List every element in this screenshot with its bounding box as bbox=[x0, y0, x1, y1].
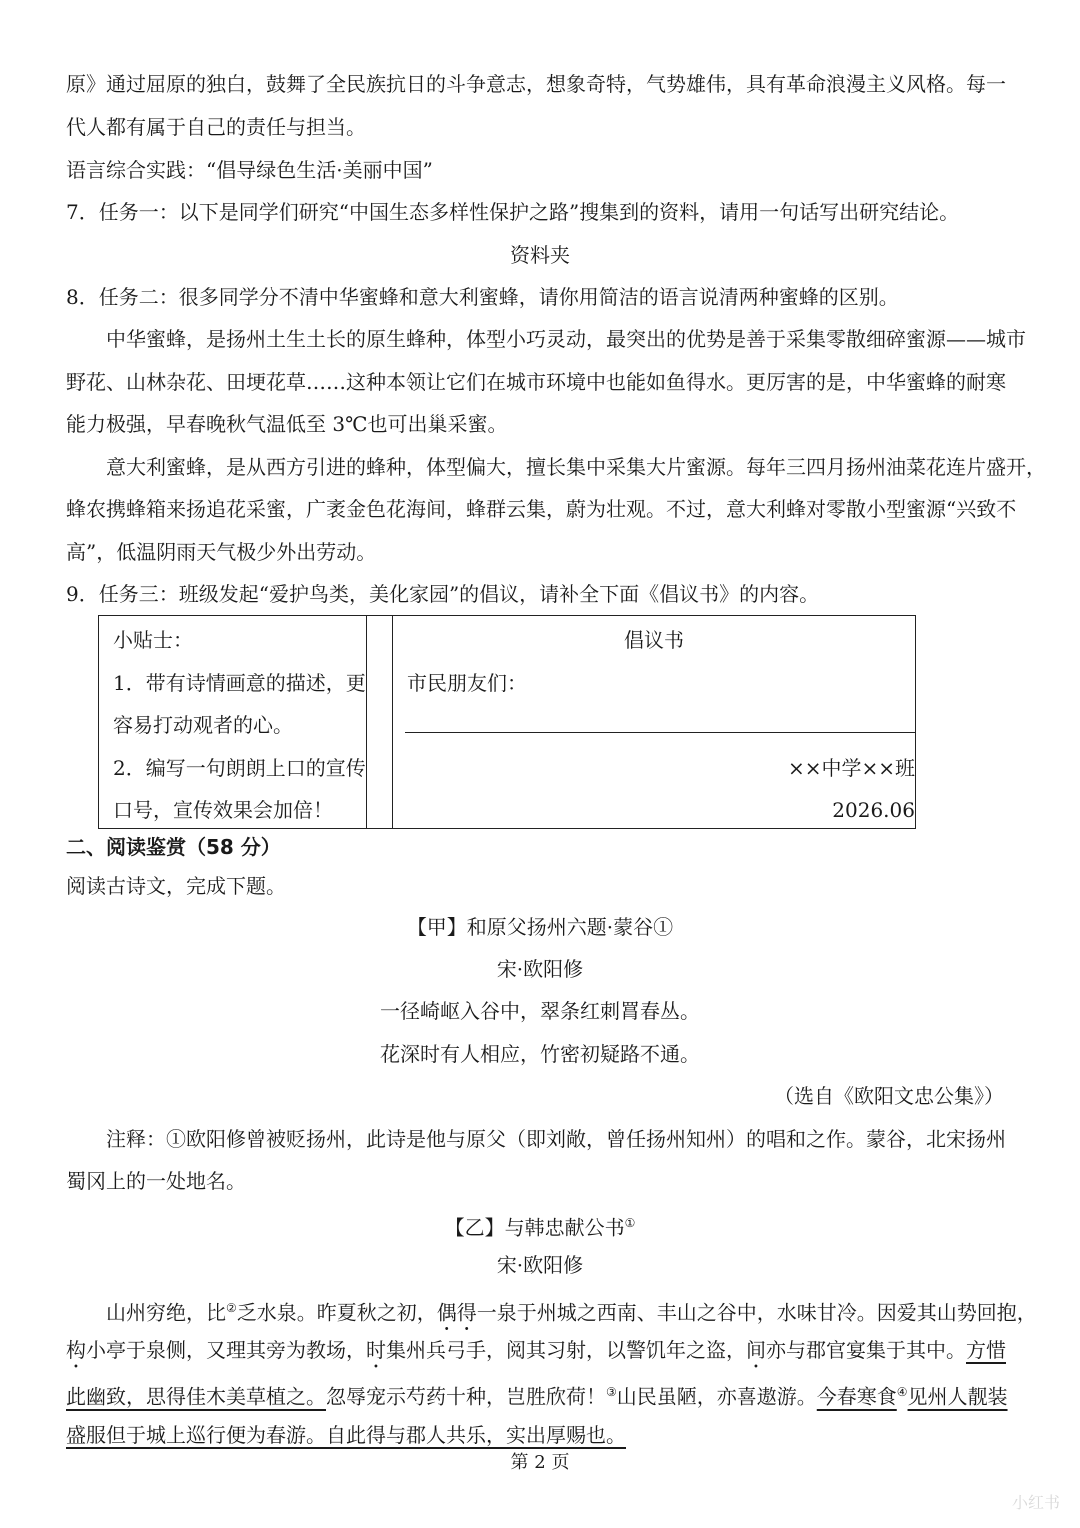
annotation-line-1: 注释：①欧阳修曾被贬扬州，此诗是他与原父（即刘敞，曾任扬州知州）的唱和之作。蒙谷，北宋扬州 bbox=[106, 1127, 1006, 1151]
prose-line-4 bbox=[66, 1421, 626, 1449]
reading-instruction: 阅读古诗文，完成下题。 bbox=[66, 874, 286, 898]
tip-2-line-1: 2．编写一句朗朗上口的宣传 bbox=[113, 756, 366, 780]
letter-greeting: 市民朋友们： bbox=[407, 671, 527, 695]
prose-text: 山民虽陋，亦喜遨游。 bbox=[616, 1384, 817, 1409]
table-spacer-column bbox=[367, 616, 393, 828]
practice-title: 语言综合实践：“倡导绿色生活·美丽中国” bbox=[66, 158, 433, 182]
letter-cell bbox=[393, 616, 915, 828]
prose-text: 集州兵弓手，阅其习射，以警饥年之盗， bbox=[386, 1338, 746, 1362]
question-9: 9．任务三：班级发起“爱护鸟类，美化家园”的倡议，请补全下面《倡议书》的内容。 bbox=[66, 582, 820, 606]
question-8: 8．任务二：很多同学分不清中华蜜蜂和意大利蜜蜂，请你用简洁的语言说清两种蜜蜂的区别。 bbox=[66, 285, 899, 309]
letter-date: 2026.06 bbox=[832, 798, 915, 822]
line-top-2: 代人都有属于自己的责任与担当。 bbox=[66, 115, 366, 139]
tips-cell bbox=[99, 616, 367, 828]
underlined-sentence: 此幽致，思得佳木美草植之。 bbox=[66, 1384, 326, 1409]
letter-title: 倡议书 bbox=[624, 628, 684, 652]
underlined-sentence: 今春寒食 bbox=[816, 1384, 897, 1409]
prose-text: 亦与郡官宴集于其中。 bbox=[766, 1338, 966, 1362]
letter2-title-text: 【乙】与韩忠献公书 bbox=[444, 1215, 625, 1240]
bee-paragraph-2-line-1: 意大利蜜蜂，是从西方引进的蜂种，体型偏大，擅长集中采集大片蜜源。每年三四月扬州油菜花连片盛开， bbox=[106, 455, 1046, 479]
letter2-title bbox=[0, 1209, 1080, 1242]
dotted-word: 构 bbox=[66, 1338, 86, 1362]
note-marker: ③ bbox=[606, 1385, 617, 1399]
watermark-logo: 小红书 bbox=[1011, 1493, 1060, 1512]
poem-title: 【甲】和原父扬州六题·蒙谷① bbox=[406, 915, 674, 939]
underlined-sentence: 方惜 bbox=[966, 1338, 1006, 1362]
dotted-word: 时 bbox=[366, 1338, 386, 1362]
tip-2-line-2: 口号，宣传效果会加倍！ bbox=[113, 798, 333, 822]
folder-heading: 资料夹 bbox=[510, 243, 570, 267]
underlined-sentence: 见州人靓装 bbox=[907, 1384, 1008, 1409]
prose-line-2 bbox=[66, 1336, 1006, 1373]
prose-line-3 bbox=[66, 1378, 1008, 1411]
tip-1-line-1: 1．带有诗情画意的描述，更 bbox=[113, 671, 366, 695]
question-7: 7．任务一：以下是同学们研究“中国生态多样性保护之路”搜集到的资料，请用一句话写出研究结论。 bbox=[66, 200, 960, 224]
tips-title: 小贴士： bbox=[113, 628, 193, 652]
line-top-1: 原》通过屈原的独白，鼓舞了全民族抗日的斗争意志，想象奇特，气势雄伟，具有革命浪漫主义风格。每一 bbox=[66, 72, 1006, 96]
page-number: 第 2 页 bbox=[510, 1452, 570, 1473]
dotted-word: 间 bbox=[746, 1338, 766, 1362]
prose-text: 乏水泉。昨夏秋之初， bbox=[236, 1300, 437, 1325]
poem-author: 宋·欧阳修 bbox=[496, 957, 584, 981]
note-marker: ② bbox=[226, 1301, 237, 1315]
poem-source: （选自《欧阳文忠公集》） bbox=[774, 1084, 1004, 1108]
answer-blank-line[interactable] bbox=[405, 732, 915, 733]
bee-paragraph-1-line-2: 野花、山林杂花、田埂花草……这种本领让它们在城市环境中也能如鱼得水。更厉害的是，中华蜜蜂的耐寒 bbox=[66, 370, 1006, 394]
bee-paragraph-1-line-1: 中华蜜蜂，是扬州土生土长的原生蜂种，体型小巧灵动，最突出的优势是善于采集零散细碎蜜源——城市 bbox=[106, 327, 1026, 351]
letter2-title-note: ① bbox=[624, 1216, 636, 1230]
prose-line-1 bbox=[106, 1294, 1037, 1336]
prose-text: 小亭于泉侧，又理其旁为教场， bbox=[86, 1338, 366, 1362]
tip-1-line-2: 容易打动观者的心。 bbox=[113, 713, 293, 737]
poem-line-2: 花深时有人相应，竹密初疑路不通。 bbox=[380, 1042, 700, 1066]
annotation-line-2: 蜀冈上的一处地名。 bbox=[66, 1169, 246, 1193]
letter2-author: 宋·欧阳修 bbox=[496, 1253, 584, 1277]
proposal-table bbox=[98, 615, 916, 829]
underlined-sentence: 盛服但于城上巡行便为春游。自此得与郡人共乐，实出厚赐也。 bbox=[66, 1423, 626, 1447]
section-heading: 二、阅读鉴赏（58 分） bbox=[66, 835, 281, 859]
bee-paragraph-2-line-2: 蜂农携蜂箱来扬追花采蜜，广袤金色花海间，蜂群云集，蔚为壮观。不过，意大利蜂对零散小型蜜源“兴致不 bbox=[66, 497, 1017, 521]
note-marker: ④ bbox=[896, 1385, 908, 1399]
letter-signature: ××中学××班 bbox=[787, 756, 915, 780]
bee-paragraph-1-line-3: 能力极强，早春晚秋气温低至 3℃也可出巢采蜜。 bbox=[66, 412, 508, 436]
poem-line-1: 一径崎岖入谷中，翠条红刺罥春丛。 bbox=[380, 999, 700, 1023]
bee-paragraph-2-line-3: 高”，低温阴雨天气极少外出劳动。 bbox=[66, 540, 377, 564]
prose-text: 山州穷绝，比 bbox=[106, 1300, 226, 1325]
dotted-word: 偶得 bbox=[436, 1300, 477, 1325]
prose-text: 忽辱宠示芍药十种，岂胜欣荷！ bbox=[326, 1384, 606, 1409]
prose-text: 一泉于州城之西南、丰山之谷中，水味甘冷。因爱其山势回抱， bbox=[476, 1300, 1037, 1325]
